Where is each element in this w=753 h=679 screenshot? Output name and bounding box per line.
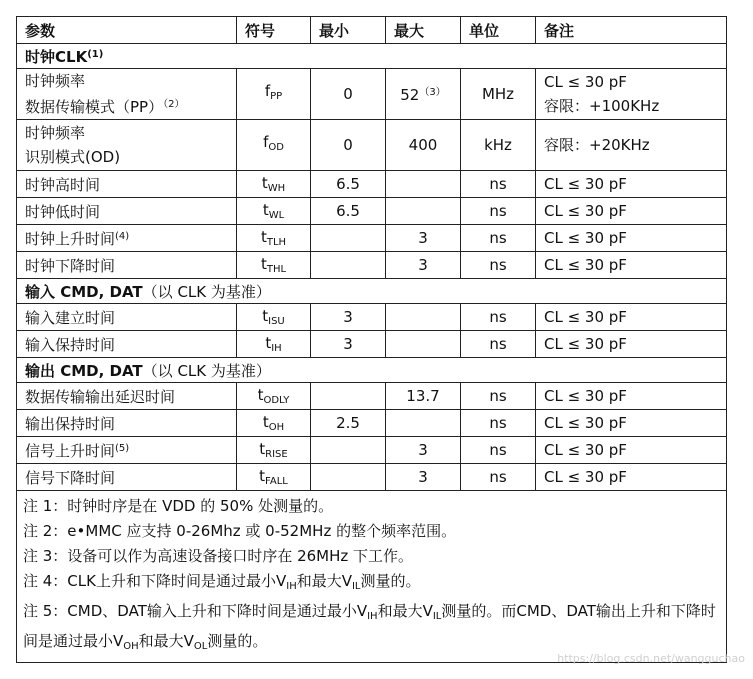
header-note: 备注 [536, 17, 727, 44]
min-cell: 0 [311, 69, 386, 120]
max-cell: $52^{(3)}$ [386, 69, 461, 120]
header-symbol: 符号 [237, 17, 311, 44]
param-cell: 输入保持时间 [17, 331, 237, 358]
note-cell: CL ≤ 30 pF [536, 304, 727, 331]
symbol-cell: $f_{PP}$ [237, 69, 311, 120]
symbol-cell: $t_{FALL}$ [237, 464, 311, 491]
param-cell: 信号下降时间 [17, 464, 237, 491]
min-cell: 0 [311, 120, 386, 171]
section-condition: （以 CLK 为基准） [142, 282, 271, 301]
max-cell: 400 [386, 120, 461, 171]
symbol-cell: $t_{THL}$ [237, 252, 311, 279]
min-cell: 2.5 [311, 410, 386, 437]
max-cell: 3 [386, 464, 461, 491]
symbol-cell: $f_{OD}$ [237, 120, 311, 171]
symbol-cell: $t_{TLH}$ [237, 225, 311, 252]
section-input [17, 279, 727, 304]
max-cell: 3 [386, 437, 461, 464]
unit-cell: ns [461, 331, 536, 358]
header-unit: 单位 [461, 17, 536, 44]
param-cell: 时钟低时间 [17, 198, 237, 225]
unit-cell: ns [461, 252, 536, 279]
table-row [17, 304, 727, 331]
watermark: https://blog.csdn.net/wangguchao [557, 652, 745, 665]
header-param: 参数 [17, 17, 237, 44]
header-row [17, 17, 727, 44]
section-output [17, 358, 727, 383]
symbol-cell: $t_{WL}$ [237, 198, 311, 225]
note-cell: CL ≤ 30 pF [536, 383, 727, 410]
min-cell [311, 383, 386, 410]
max-cell: 13.7 [386, 383, 461, 410]
table-row [17, 437, 727, 464]
note-cell: 容限：+20KHz [536, 120, 727, 171]
min-cell [311, 464, 386, 491]
table-row [17, 198, 727, 225]
note-cell: CL ≤ 30 pF 容限：+100KHz [536, 69, 727, 120]
footnote-ref: （2） [163, 99, 185, 110]
footnote-ref: (5) [115, 442, 130, 454]
symbol-cell: $t_{RISE}$ [237, 437, 311, 464]
param-cell: 时钟上升时间$^{(4)}$ [17, 225, 237, 252]
footnote-ref: （3） [419, 87, 446, 98]
footnote-ref: (1) [87, 48, 104, 60]
unit-cell: ns [461, 171, 536, 198]
unit-cell: ns [461, 225, 536, 252]
notes-row [17, 491, 727, 663]
note-1: 注 1：时钟时序是在 VDD 的 50% 处测量的。 [23, 497, 334, 515]
note-cell: CL ≤ 30 pF [536, 225, 727, 252]
symbol-cell: $t_{WH}$ [237, 171, 311, 198]
symbol-cell: $t_{IH}$ [237, 331, 311, 358]
param-cell: 时钟频率 识别模式(OD) [17, 120, 237, 171]
symbol-cell: $t_{ODLY}$ [237, 383, 311, 410]
table-row [17, 120, 727, 171]
table-row [17, 410, 727, 437]
table-row [17, 69, 727, 120]
unit-cell: ns [461, 410, 536, 437]
param-cell: 时钟下降时间 [17, 252, 237, 279]
note-5: 注 5：CMD、DAT输入上升和下降时间是通过最小$V_{IH}$和最大$V_{IL}$测量的。而CMD、DAT输出上升和下降时间是通过最小$V_{OH}$和最大$V_{OL}$测量的。 [23, 602, 716, 652]
max-cell [386, 410, 461, 437]
max-cell: 3 [386, 225, 461, 252]
section-title: 输出 CMD, DAT [25, 361, 143, 380]
table-row [17, 171, 727, 198]
max-cell [386, 198, 461, 225]
min-cell: 6.5 [311, 198, 386, 225]
param-line: 时钟频率 [25, 72, 86, 90]
param-line: 数据传输模式（PP） [25, 98, 164, 116]
table-row [17, 252, 727, 279]
timing-spec-table [16, 16, 727, 663]
max-cell [386, 171, 461, 198]
note-3: 注 3：设备可以作为高速设备接口时序在 26MHz 下工作。 [23, 547, 414, 565]
unit-cell: ns [461, 464, 536, 491]
param-cell: 时钟高时间 [17, 171, 237, 198]
note-4: 注 4：CLK上升和下降时间是通过最小$V_{IH}$和最大$V_{IL}$测量的。 [23, 572, 421, 592]
section-clk [17, 44, 727, 69]
footnote-ref: (4) [115, 230, 130, 242]
unit-cell: kHz [461, 120, 536, 171]
note-cell: CL ≤ 30 pF [536, 252, 727, 279]
max-cell [386, 304, 461, 331]
min-cell [311, 225, 386, 252]
max-cell: 3 [386, 252, 461, 279]
min-cell: 3 [311, 331, 386, 358]
param-cell: 信号上升时间$^{(5)}$ [17, 437, 237, 464]
min-cell: 6.5 [311, 171, 386, 198]
note-cell: CL ≤ 30 pF [536, 171, 727, 198]
symbol-cell: $t_{OH}$ [237, 410, 311, 437]
unit-cell: MHz [461, 69, 536, 120]
note-cell: CL ≤ 30 pF [536, 437, 727, 464]
param-cell: 输出保持时间 [17, 410, 237, 437]
note-cell: CL ≤ 30 pF [536, 331, 727, 358]
unit-cell: ns [461, 437, 536, 464]
header-min: 最小 [311, 17, 386, 44]
table-row [17, 464, 727, 491]
symbol-cell: $t_{ISU}$ [237, 304, 311, 331]
notes-cell [17, 491, 727, 663]
section-title: 时钟CLK [25, 47, 88, 66]
note-2: 注 2：e•MMC 应支持 0-26Mhz 或 0-52MHz 的整个频率范围。 [23, 522, 457, 540]
unit-cell: ns [461, 304, 536, 331]
param-cell: 输入建立时间 [17, 304, 237, 331]
header-max: 最大 [386, 17, 461, 44]
min-cell [311, 437, 386, 464]
note-cell: CL ≤ 30 pF [536, 198, 727, 225]
min-cell [311, 252, 386, 279]
param-cell [17, 69, 237, 120]
min-cell: 3 [311, 304, 386, 331]
note-cell: CL ≤ 30 pF [536, 410, 727, 437]
param-cell: 数据传输输出延迟时间 [17, 383, 237, 410]
unit-cell: ns [461, 198, 536, 225]
note-cell: CL ≤ 30 pF [536, 464, 727, 491]
table-row [17, 331, 727, 358]
section-title: 输入 CMD, DAT [25, 282, 143, 301]
section-condition: （以 CLK 为基准） [142, 361, 271, 380]
table-row [17, 225, 727, 252]
table-row [17, 383, 727, 410]
max-cell [386, 331, 461, 358]
unit-cell: ns [461, 383, 536, 410]
